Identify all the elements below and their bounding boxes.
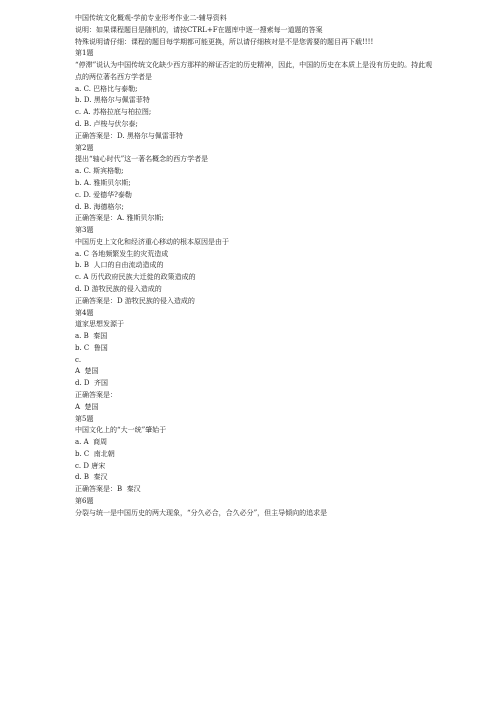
answer-option: a. B 秦国 (75, 332, 108, 341)
question-block (75, 496, 438, 520)
answer-option: a. C. 斯宾格勒; (75, 167, 124, 176)
document-title: 中国传统文化概观-学前专业形考作业二-辅导资料 (75, 14, 227, 22)
answer-option: b. C 鲁国 (75, 343, 108, 352)
question-block (75, 143, 438, 225)
question-block (75, 225, 438, 307)
answer-option: a. C. 巴格比与泰勒; (75, 84, 138, 93)
question-block (75, 308, 438, 414)
answer-option: b. D. 黑格尔与佩雷菲特 (75, 96, 150, 105)
intro-line-2: 特殊说明请仔细：课程的题目每学期都可能更换，所以请仔细核对是不是您需要的题目再下载!!!! (75, 37, 374, 46)
question-heading: 第2题 (75, 143, 94, 152)
answer-option: c. A. 苏格拉底与柏拉图; (75, 108, 152, 117)
answer-option: b. A. 雅斯贝尔斯; (75, 178, 131, 187)
question-block (75, 414, 438, 496)
question-heading: 第5题 (75, 414, 94, 423)
answer-option: d. B. 海德格尔; (75, 202, 124, 211)
question-stem: 中国历史上文化和经济重心移动的根本原因是由于 (75, 237, 229, 246)
question-heading: 第6题 (75, 497, 94, 506)
correct-answer: A 楚国 (75, 402, 99, 411)
answer-option: d. D 齐国 (75, 379, 108, 388)
question-block (75, 48, 438, 142)
question-heading: 第3题 (75, 226, 94, 235)
answer-option: d. B. 卢梭与伏尔泰; (75, 120, 138, 129)
question-stem: 提出“轴心时代”这一著名概念的西方学者是 (75, 155, 209, 164)
question-heading: 第4题 (75, 308, 94, 317)
correct-answer: 正确答案是：D. 黑格尔与佩雷菲特 (75, 131, 183, 140)
correct-answer: 正确答案是：A. 雅斯贝尔斯; (75, 214, 164, 223)
intro-line-1: 说明：如果课程题目是随机的，请按CTRL+F在题库中逐一搜索每一道题的答案 (75, 25, 323, 34)
question-stem: 中国文化上的“大一统”肇始于 (75, 426, 167, 435)
answer-option: b. C 南北朝 (75, 449, 115, 458)
answer-option: d. B 秦汉 (75, 473, 108, 482)
answer-option: b. B 人口的自由流动造成的 (75, 261, 164, 270)
question-stem: “停滞”说认为中国传统文化缺少西方那样的辩证否定的历史精神，因此，中国的历史在本质上是没有历史的。持此观点的两位著名西方学者是 (75, 61, 433, 81)
correct-answer: 正确答案是：D 游牧民族的侵入造成的 (75, 296, 195, 305)
question-list (75, 48, 438, 519)
answer-option: c. A 历代政府民族大迁徙的政策造成的 (75, 273, 196, 282)
question-stem: 道家思想发源于 (75, 320, 124, 329)
answer-option: a. C 各地频繁发生的灾荒造成 (75, 249, 169, 258)
question-stem: 分裂与统一是中国历史的两大现象，“分久必合，合久必分”，但主导倾向的追求是 (75, 508, 328, 517)
answer-option: A 楚国 (75, 367, 99, 376)
correct-answer: 正确答案是： (75, 391, 117, 399)
answer-option: c. (75, 355, 82, 364)
question-heading: 第1题 (75, 49, 94, 58)
answer-option: c. D. 爱德华?泰勒 (75, 190, 132, 199)
answer-option: d. D 游牧民族的侵入造成的 (75, 284, 162, 293)
answer-option: a. A 商周 (75, 438, 108, 447)
correct-answer: 正确答案是：B 秦汉 (75, 485, 141, 494)
answer-option: c. D 唐宋 (75, 461, 106, 470)
